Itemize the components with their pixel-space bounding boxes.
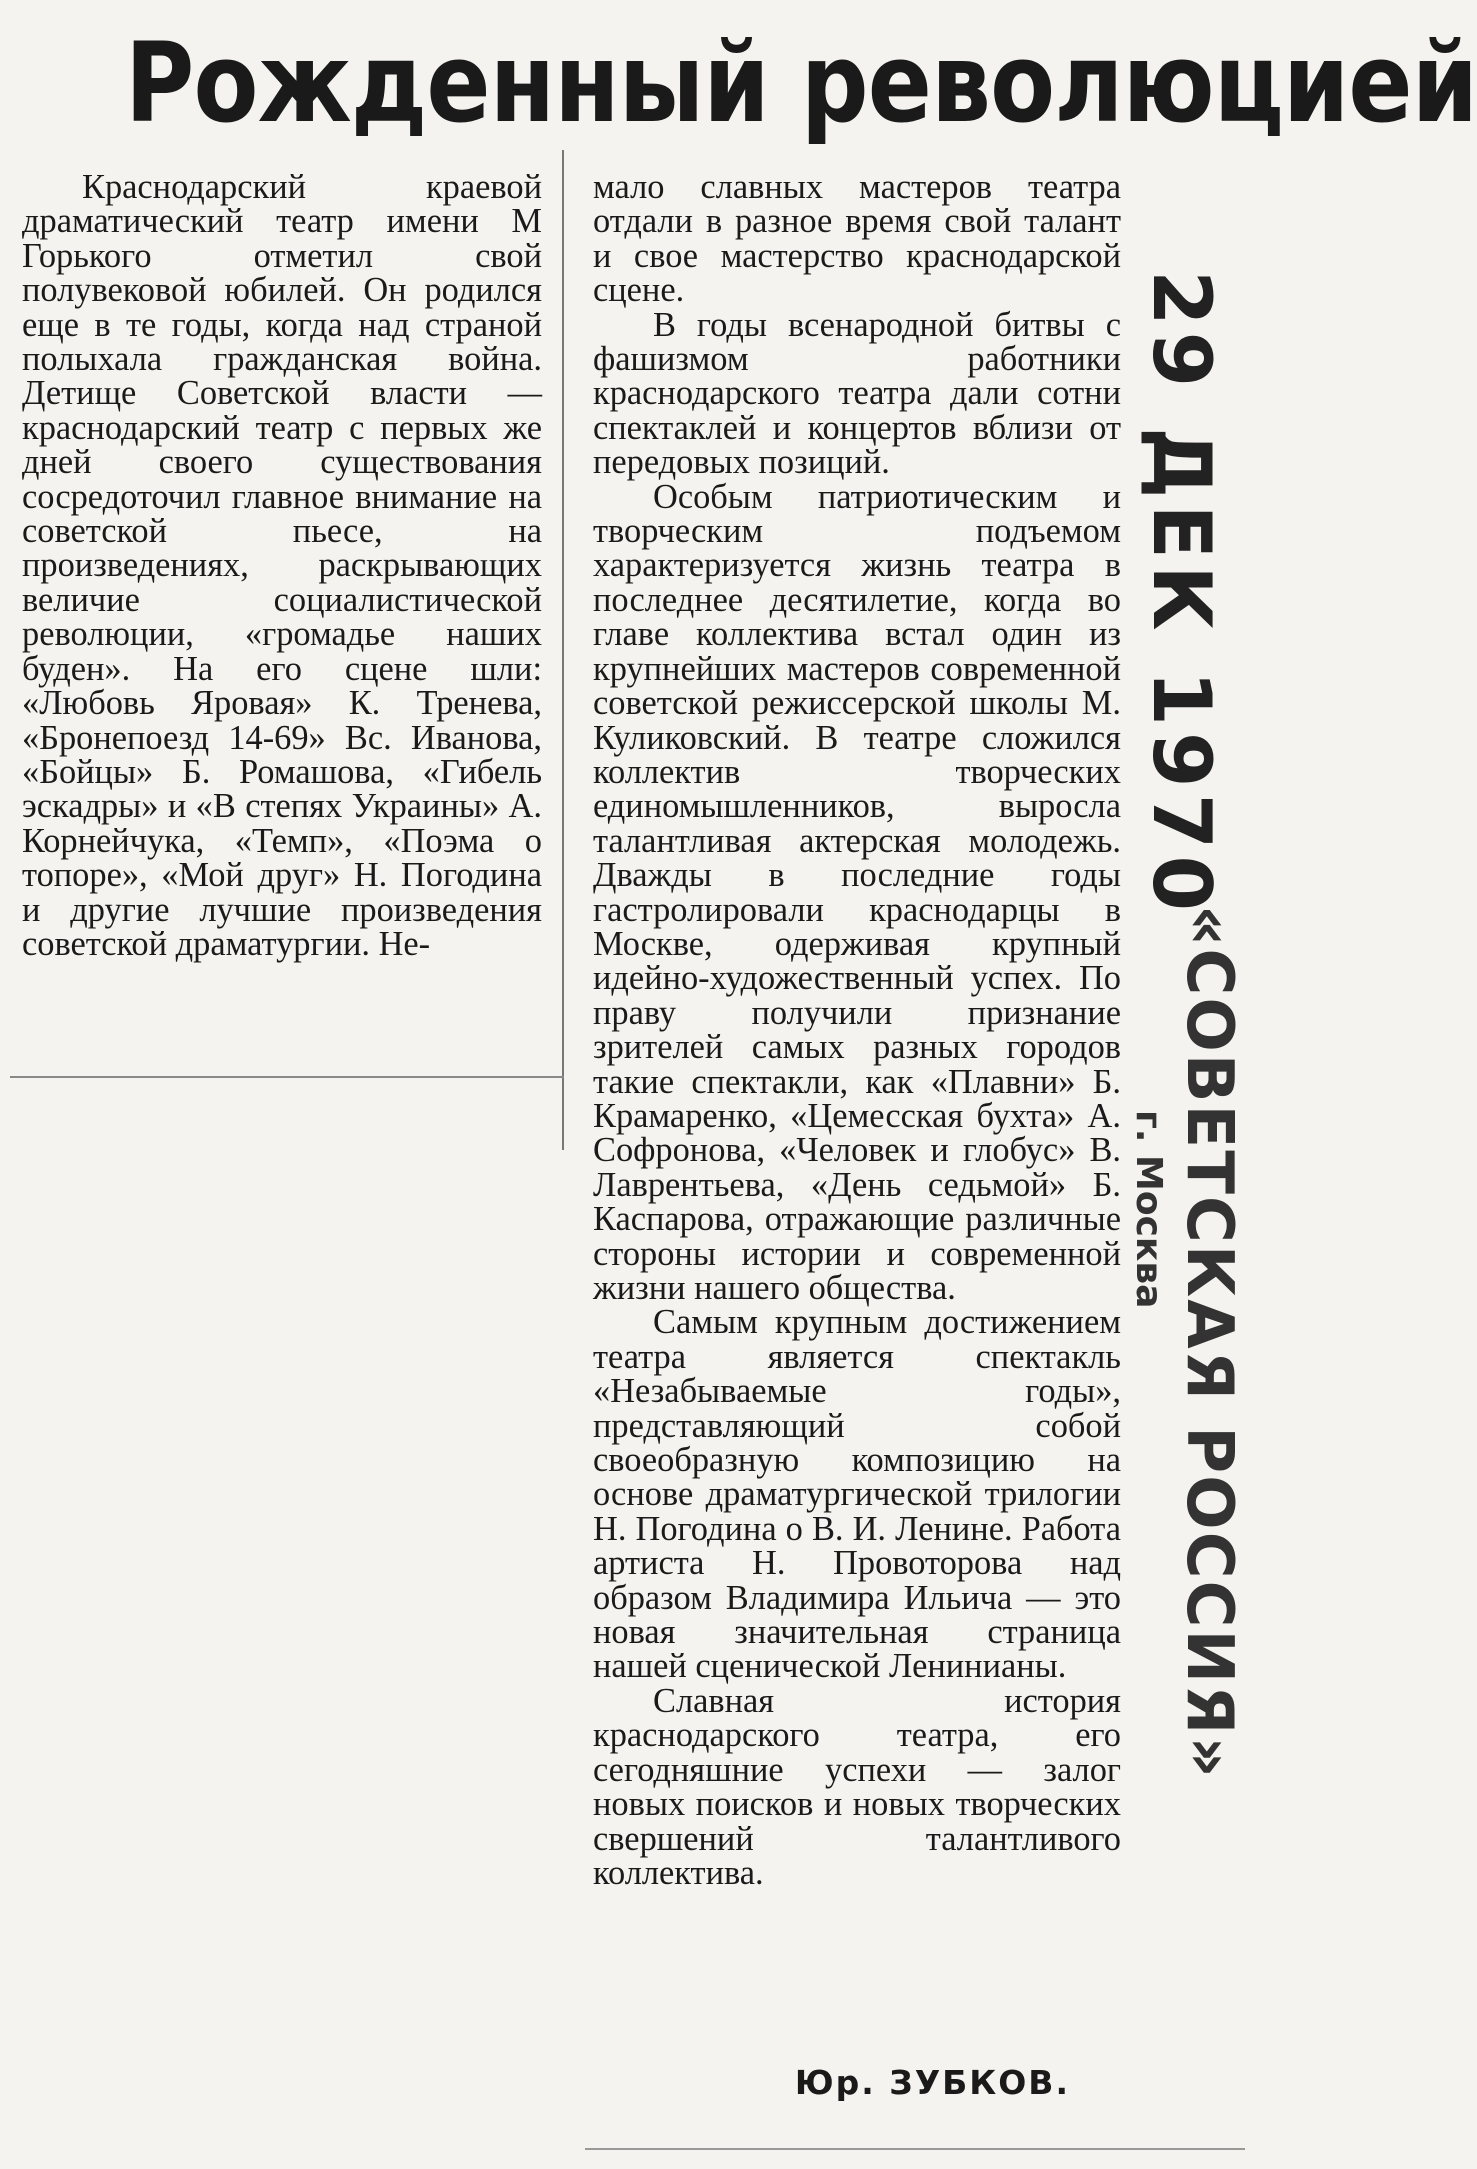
source-stamp: «СОВЕТСКАЯ РОССИЯ»: [1172, 905, 1246, 1780]
article-headline: Рожденный революцией: [125, 19, 1477, 147]
paragraph: Славная история краснодарского театра, его сегодняшние успехи — залог новых поисков и новых творческих свершений талантливого коллектива.: [593, 1681, 1121, 1892]
article-column-right: [593, 170, 1121, 1890]
article-column-left: [22, 170, 542, 961]
paragraph: Особым патриотическим и творческим подъемом характеризуется жизнь театра в последнее десятилетие, когда во главе коллектива встал один из крупнейших мастеров современной советской режиссерской школы М. Куликовский. В театре сложился коллектив творческих единомышленников, выросла талантливая актерская молодежь. Дважды в последние годы гастролировали краснодарцы в Москве, одерживая крупный идейно-художественный успех. По праву получили признание зрителей самых разных городов такие спектакли, как «Плавни» Б. Крамаренко, «Цемесская бухта» А. Софронова, «Человек и глобус» В. Лаврентьева, «День седьмой» Б. Каспарова, отражающие различные стороны истории и современной жизни нашего общества.: [593, 477, 1121, 1307]
column-divider: [562, 150, 564, 1150]
paragraph: В годы всенародной битвы с фашизмом работники краснодарского театра дали сотни спектаклей и концертов вблизи от передовых позиций.: [593, 305, 1121, 482]
date-stamp: 29 ДЕК 1970: [1135, 270, 1228, 917]
paragraph: Самым крупным достижением театра является спектакль «Незабываемые годы», представляющий собой своеобразную композицию на основе драматургической трилогии Н. Погодина о В. И. Ленине. Работа артиста Н. Провоторова над образом Владимира Ильича — это новая значительная страница нашей сценической Ленинианы.: [593, 1303, 1121, 1686]
column-end-rule: [10, 1076, 564, 1078]
paragraph-continued: мало славных мастеров театра отдали в разное время свой талант и свое мастерство краснодарской сцене.: [593, 168, 1121, 310]
author-signature: Юр. ЗУБКОВ.: [794, 2063, 1070, 2102]
city-stamp: г. Москва: [1128, 1110, 1169, 1309]
bottom-rule: [585, 2148, 1245, 2150]
paragraph: Краснодарский краевой драматический театр имени М Горького отметил свой полувековой юбилей. Он родился еще в те годы, когда над страной полыхала гражданская война. Детище Советской власти — краснодарский театр с первых же дней своего существования сосредоточил главное внимание на советской пьесе, на произведениях, раскрывающих величие социалистической революции, «громадье наших буден». На его сцене шли: «Любовь Яровая» К. Тренева, «Бронепоезд 14-69» Вс. Иванова, «Бойцы» Б. Ромашова, «Гибель эскадры» и «В степях Украины» А. Корнейчука, «Темп», «Поэма о топоре», «Мой друг» Н. Погодина и другие лучшие произведения советской драматургии. Не-: [22, 168, 542, 963]
